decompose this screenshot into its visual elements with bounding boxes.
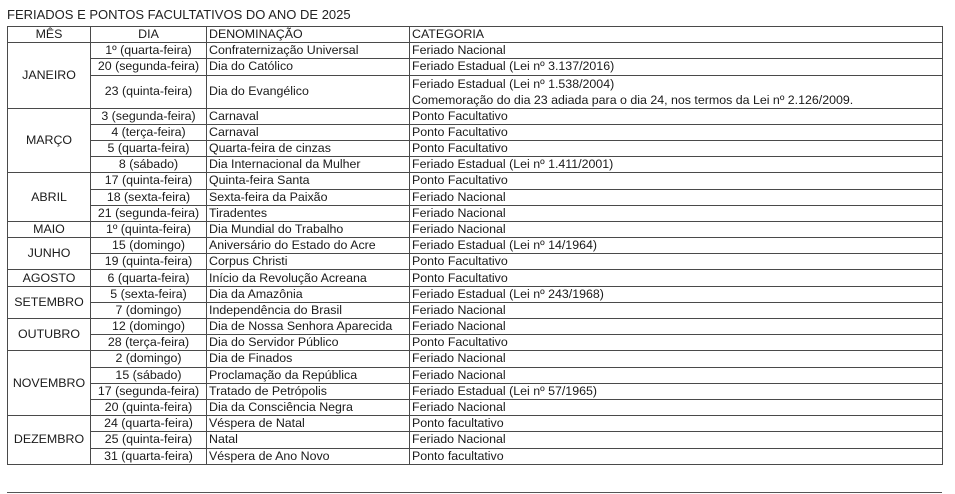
category-cell bbox=[410, 286, 943, 302]
category-cell bbox=[410, 383, 943, 399]
category-cell bbox=[410, 254, 943, 270]
day-cell: 31 (quarta-feira) bbox=[91, 448, 207, 464]
month-cell: DEZEMBRO bbox=[8, 416, 91, 465]
category-cell bbox=[410, 238, 943, 254]
day-cell: 25 (quinta-feira) bbox=[91, 432, 207, 448]
table-row bbox=[8, 432, 943, 448]
category-cell bbox=[410, 43, 943, 59]
table-row bbox=[8, 286, 943, 302]
table-row bbox=[8, 59, 943, 75]
day-cell: 6 (quarta-feira) bbox=[91, 270, 207, 286]
table-row bbox=[8, 254, 943, 270]
category-cell bbox=[410, 173, 943, 189]
day-cell: 3 (segunda-feira) bbox=[91, 108, 207, 124]
category-cell bbox=[410, 367, 943, 383]
day-cell: 17 (segunda-feira) bbox=[91, 383, 207, 399]
category-cell bbox=[410, 335, 943, 351]
category-cell bbox=[410, 319, 943, 335]
category-text: Feriado Estadual (Lei nº 3.137/2016) bbox=[412, 59, 615, 74]
category-text: Feriado Nacional bbox=[412, 367, 506, 382]
category-cell bbox=[410, 205, 943, 221]
table-row bbox=[8, 416, 943, 432]
category-text: Feriado Nacional bbox=[412, 400, 506, 415]
category-cell bbox=[410, 302, 943, 318]
denomination-cell: Quarta-feira de cinzas bbox=[207, 140, 410, 156]
category-cell bbox=[410, 59, 943, 75]
table-row bbox=[8, 189, 943, 205]
month-cell: OUTUBRO bbox=[8, 319, 91, 351]
day-cell: 20 (quinta-feira) bbox=[91, 399, 207, 415]
day-cell: 15 (sábado) bbox=[91, 367, 207, 383]
holidays-table bbox=[7, 26, 943, 465]
category-text: Ponto Facultativo bbox=[412, 173, 508, 188]
table-row bbox=[8, 383, 943, 399]
denomination-cell: Dia de Nossa Senhora Aparecida bbox=[207, 319, 410, 335]
denomination-cell: Dia do Servidor Público bbox=[207, 335, 410, 351]
category-cell bbox=[410, 416, 943, 432]
month-cell: SETEMBRO bbox=[8, 286, 91, 318]
category-text: Feriado Nacional bbox=[412, 319, 506, 334]
denomination-cell: Corpus Christi bbox=[207, 254, 410, 270]
table-row bbox=[8, 173, 943, 189]
day-cell: 5 (quarta-feira) bbox=[91, 140, 207, 156]
denomination-cell: Tratado de Petrópolis bbox=[207, 383, 410, 399]
denomination-cell: Carnaval bbox=[207, 108, 410, 124]
month-cell: MARÇO bbox=[8, 108, 91, 173]
header-mes: MÊS bbox=[8, 27, 91, 43]
category-text: Ponto Facultativo bbox=[412, 335, 508, 350]
table-row bbox=[8, 221, 943, 237]
day-cell: 15 (domingo) bbox=[91, 238, 207, 254]
table-body bbox=[8, 43, 943, 465]
table-row bbox=[8, 43, 943, 59]
category-cell bbox=[410, 221, 943, 237]
category-text: Feriado Estadual (Lei nº 243/1968) bbox=[412, 286, 604, 301]
denomination-cell: Independência do Brasil bbox=[207, 302, 410, 318]
category-text: Feriado Estadual (Lei nº 14/1964) bbox=[412, 238, 597, 253]
category-text: Feriado Nacional bbox=[412, 189, 506, 204]
denomination-cell: Dia Mundial do Trabalho bbox=[207, 221, 410, 237]
day-cell: 7 (domingo) bbox=[91, 302, 207, 318]
day-cell: 17 (quinta-feira) bbox=[91, 173, 207, 189]
day-cell: 8 (sábado) bbox=[91, 157, 207, 173]
day-cell: 18 (sexta-feira) bbox=[91, 189, 207, 205]
document-title: FERIADOS E PONTOS FACULTATIVOS DO ANO DE 2025 bbox=[7, 7, 351, 22]
denomination-cell: Dia do Evangélico bbox=[207, 75, 410, 108]
day-cell: 23 (quinta-feira) bbox=[91, 75, 207, 108]
table-row bbox=[8, 399, 943, 415]
denomination-cell: Dia da Consciência Negra bbox=[207, 399, 410, 415]
category-cell bbox=[410, 189, 943, 205]
category-text: Ponto Facultativo bbox=[412, 254, 508, 269]
denomination-cell: Dia da Amazônia bbox=[207, 286, 410, 302]
denomination-cell: Quinta-feira Santa bbox=[207, 173, 410, 189]
month-cell: JUNHO bbox=[8, 238, 91, 270]
month-cell: AGOSTO bbox=[8, 270, 91, 286]
denomination-cell: Confraternização Universal bbox=[207, 43, 410, 59]
day-cell: 19 (quinta-feira) bbox=[91, 254, 207, 270]
day-cell: 24 (quarta-feira) bbox=[91, 416, 207, 432]
denomination-cell: Proclamação da República bbox=[207, 367, 410, 383]
category-text: Feriado Estadual (Lei nº 57/1965) bbox=[412, 383, 597, 398]
category-text: Ponto Facultativo bbox=[412, 270, 508, 285]
table-row bbox=[8, 75, 943, 108]
month-cell: JANEIRO bbox=[8, 43, 91, 108]
header-denominacao: DENOMINAÇÃO bbox=[207, 27, 410, 43]
denomination-cell: Carnaval bbox=[207, 124, 410, 140]
category-cell bbox=[410, 432, 943, 448]
denomination-cell: Dia Internacional da Mulher bbox=[207, 157, 410, 173]
table-row bbox=[8, 302, 943, 318]
day-cell: 5 (sexta-feira) bbox=[91, 286, 207, 302]
table-row bbox=[8, 140, 943, 156]
table-row bbox=[8, 335, 943, 351]
category-text: Feriado Nacional bbox=[412, 302, 506, 317]
header-categoria: CATEGORIA bbox=[410, 27, 943, 43]
category-text: Ponto facultativo bbox=[412, 448, 504, 463]
table-row bbox=[8, 367, 943, 383]
table-row bbox=[8, 157, 943, 173]
day-cell: 28 (terça-feira) bbox=[91, 335, 207, 351]
day-cell: 2 (domingo) bbox=[91, 351, 207, 367]
day-cell: 1º (quarta-feira) bbox=[91, 43, 207, 59]
denomination-cell: Dia de Finados bbox=[207, 351, 410, 367]
category-text: Ponto Facultativo bbox=[412, 141, 508, 156]
table-row bbox=[8, 319, 943, 335]
table-header-row bbox=[8, 27, 943, 43]
category-text: Feriado Estadual (Lei nº 1.538/2004) bbox=[412, 76, 615, 91]
category-cell bbox=[410, 108, 943, 124]
denomination-cell: Início da Revolução Acreana bbox=[207, 270, 410, 286]
day-cell: 12 (domingo) bbox=[91, 319, 207, 335]
day-cell: 4 (terça-feira) bbox=[91, 124, 207, 140]
denomination-cell: Tiradentes bbox=[207, 205, 410, 221]
denomination-cell: Sexta-feira da Paixão bbox=[207, 189, 410, 205]
category-text: Feriado Nacional bbox=[412, 205, 506, 220]
category-text: Feriado Nacional bbox=[412, 432, 506, 447]
category-text: Feriado Nacional bbox=[412, 221, 506, 236]
table-row bbox=[8, 205, 943, 221]
category-text: Feriado Nacional bbox=[412, 43, 506, 58]
denomination-cell: Natal bbox=[207, 432, 410, 448]
denomination-cell: Dia do Católico bbox=[207, 59, 410, 75]
table-row bbox=[8, 351, 943, 367]
category-cell bbox=[410, 399, 943, 415]
month-cell: ABRIL bbox=[8, 173, 91, 222]
category-cell bbox=[410, 75, 943, 108]
month-cell: MAIO bbox=[8, 221, 91, 237]
category-text: Ponto Facultativo bbox=[412, 108, 508, 123]
denomination-cell: Véspera de Natal bbox=[207, 416, 410, 432]
month-cell: NOVEMBRO bbox=[8, 351, 91, 416]
table-row bbox=[8, 124, 943, 140]
footer-divider bbox=[7, 492, 942, 493]
category-cell bbox=[410, 140, 943, 156]
table-row bbox=[8, 270, 943, 286]
category-cell bbox=[410, 124, 943, 140]
category-cell bbox=[410, 157, 943, 173]
table-row bbox=[8, 448, 943, 464]
category-text: Ponto Facultativo bbox=[412, 124, 508, 139]
category-text: Ponto facultativo bbox=[412, 416, 504, 431]
denomination-cell: Véspera de Ano Novo bbox=[207, 448, 410, 464]
category-note: Comemoração do dia 23 adiada para o dia 24, nos termos da Lei nº 2.126/2009. bbox=[412, 92, 854, 107]
table-row bbox=[8, 238, 943, 254]
denomination-cell: Aniversário do Estado do Acre bbox=[207, 238, 410, 254]
header-dia: DIA bbox=[91, 27, 207, 43]
category-cell bbox=[410, 448, 943, 464]
category-cell bbox=[410, 270, 943, 286]
day-cell: 20 (segunda-feira) bbox=[91, 59, 207, 75]
day-cell: 1º (quinta-feira) bbox=[91, 221, 207, 237]
table-row bbox=[8, 108, 943, 124]
day-cell: 21 (segunda-feira) bbox=[91, 205, 207, 221]
category-text: Feriado Nacional bbox=[412, 351, 506, 366]
category-cell bbox=[410, 351, 943, 367]
category-text: Feriado Estadual (Lei nº 1.411/2001) bbox=[412, 157, 614, 172]
